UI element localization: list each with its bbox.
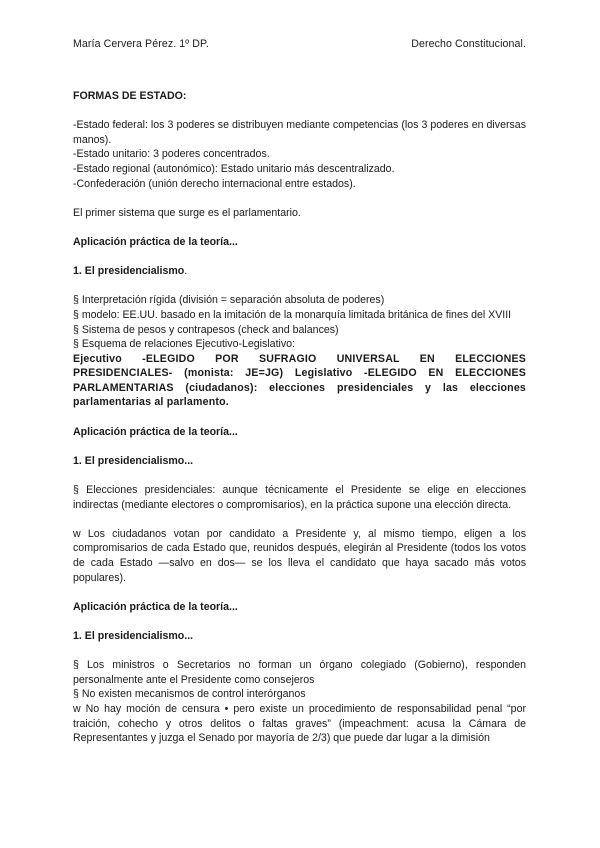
page-header: [73, 38, 526, 50]
ejecutivo-legislativo-paragraph: Ejecutivo -ELEGIDO POR SUFRAGIO UNIVERSAL EN ELECCIONES PRESIDENCIALES- (monista: JE=JG) Legislativo -ELEGIDO EN ELECCIONES PARLAMENTARIAS (ciudadanos): elecciones presidenciales y las elecciones parlamentarias al parlamento.: [73, 352, 526, 409]
mocion-censura-paragraph: w No hay moción de censura • pero existe un procedimiento de responsabilidad penal “por traición, cohecho y otros delitos o faltas graves” (impeachment: acusa la Cámara de Representantes y juzga el Senado por mayoría de 2/3) que puede dar lugar a la dimisión: [73, 702, 526, 745]
confederacion-item: -Confederación (unión derecho internacional entre estados).: [73, 177, 356, 190]
document-body: [73, 89, 526, 746]
estado-regional-item: -Estado regional (autonómico): Estado unitario más descentralizado.: [73, 162, 395, 175]
esquema-item: § Esquema de relaciones Ejecutivo-Legislativo:: [73, 338, 296, 351]
block1-subheading-text: 1. El presidencialismo: [73, 265, 185, 278]
modelo-item: § modelo: EE.UU. basado en la imitación de la monarquía limitada británica de fines del XVIII: [73, 308, 512, 321]
block1-subheading-suffix: .: [184, 265, 188, 278]
block3-subheading: 1. El presidencialismo...: [73, 629, 194, 642]
pesos-contrapesos-item: § Sistema de pesos y contrapesos (check and balances): [73, 323, 339, 336]
block1-subheading: [73, 264, 526, 279]
interpretacion-item: § Interpretación rígida (división = separación absoluta de poderes): [73, 294, 385, 307]
mecanismos-control-paragraph: § No existen mecanismos de control interórganos: [73, 688, 306, 701]
estado-unitario-item: -Estado unitario: 3 poderes concentrados.: [73, 148, 270, 161]
ministros-paragraph: § Los ministros o Secretarios no forman un órgano colegiado (Gobierno), responden personalmente ante el Presidente como consejeros: [73, 659, 526, 686]
block3-heading: Aplicación práctica de la teoría...: [73, 600, 238, 613]
block2-subheading: 1. El presidencialismo...: [73, 454, 194, 467]
header-author: María Cervera Pérez. 1º DP.: [73, 38, 209, 50]
block2-heading: Aplicación práctica de la teoría...: [73, 425, 238, 438]
elecciones-presidenciales-paragraph: § Elecciones presidenciales: aunque técnicamente el Presidente se elige en elecciones indirectas (mediante electores o compromisarios), en la práctica supone una elección directa.: [73, 484, 526, 511]
parlamentario-note: El primer sistema que surge es el parlamentario.: [73, 206, 301, 219]
section-title-formas-de-estado: FORMAS DE ESTADO:: [73, 90, 187, 102]
block1-heading: Aplicación práctica de la teoría...: [73, 235, 238, 248]
header-subject: Derecho Constitucional.: [411, 38, 526, 50]
ciudadanos-votan-paragraph: w Los ciudadanos votan por candidato a Presidente y, al mismo tiempo, eligen a los compromisarios de cada Estado que, reunidos después, elegirán al Presidente (todos los votos de cada Estado —salvo en dos— se los lleva el candidato que haya sacado más votos populares).: [73, 527, 526, 584]
estado-federal-item: -Estado federal: los 3 poderes se distribuyen mediante competencias (los 3 poderes en diversas manos).: [73, 119, 526, 146]
